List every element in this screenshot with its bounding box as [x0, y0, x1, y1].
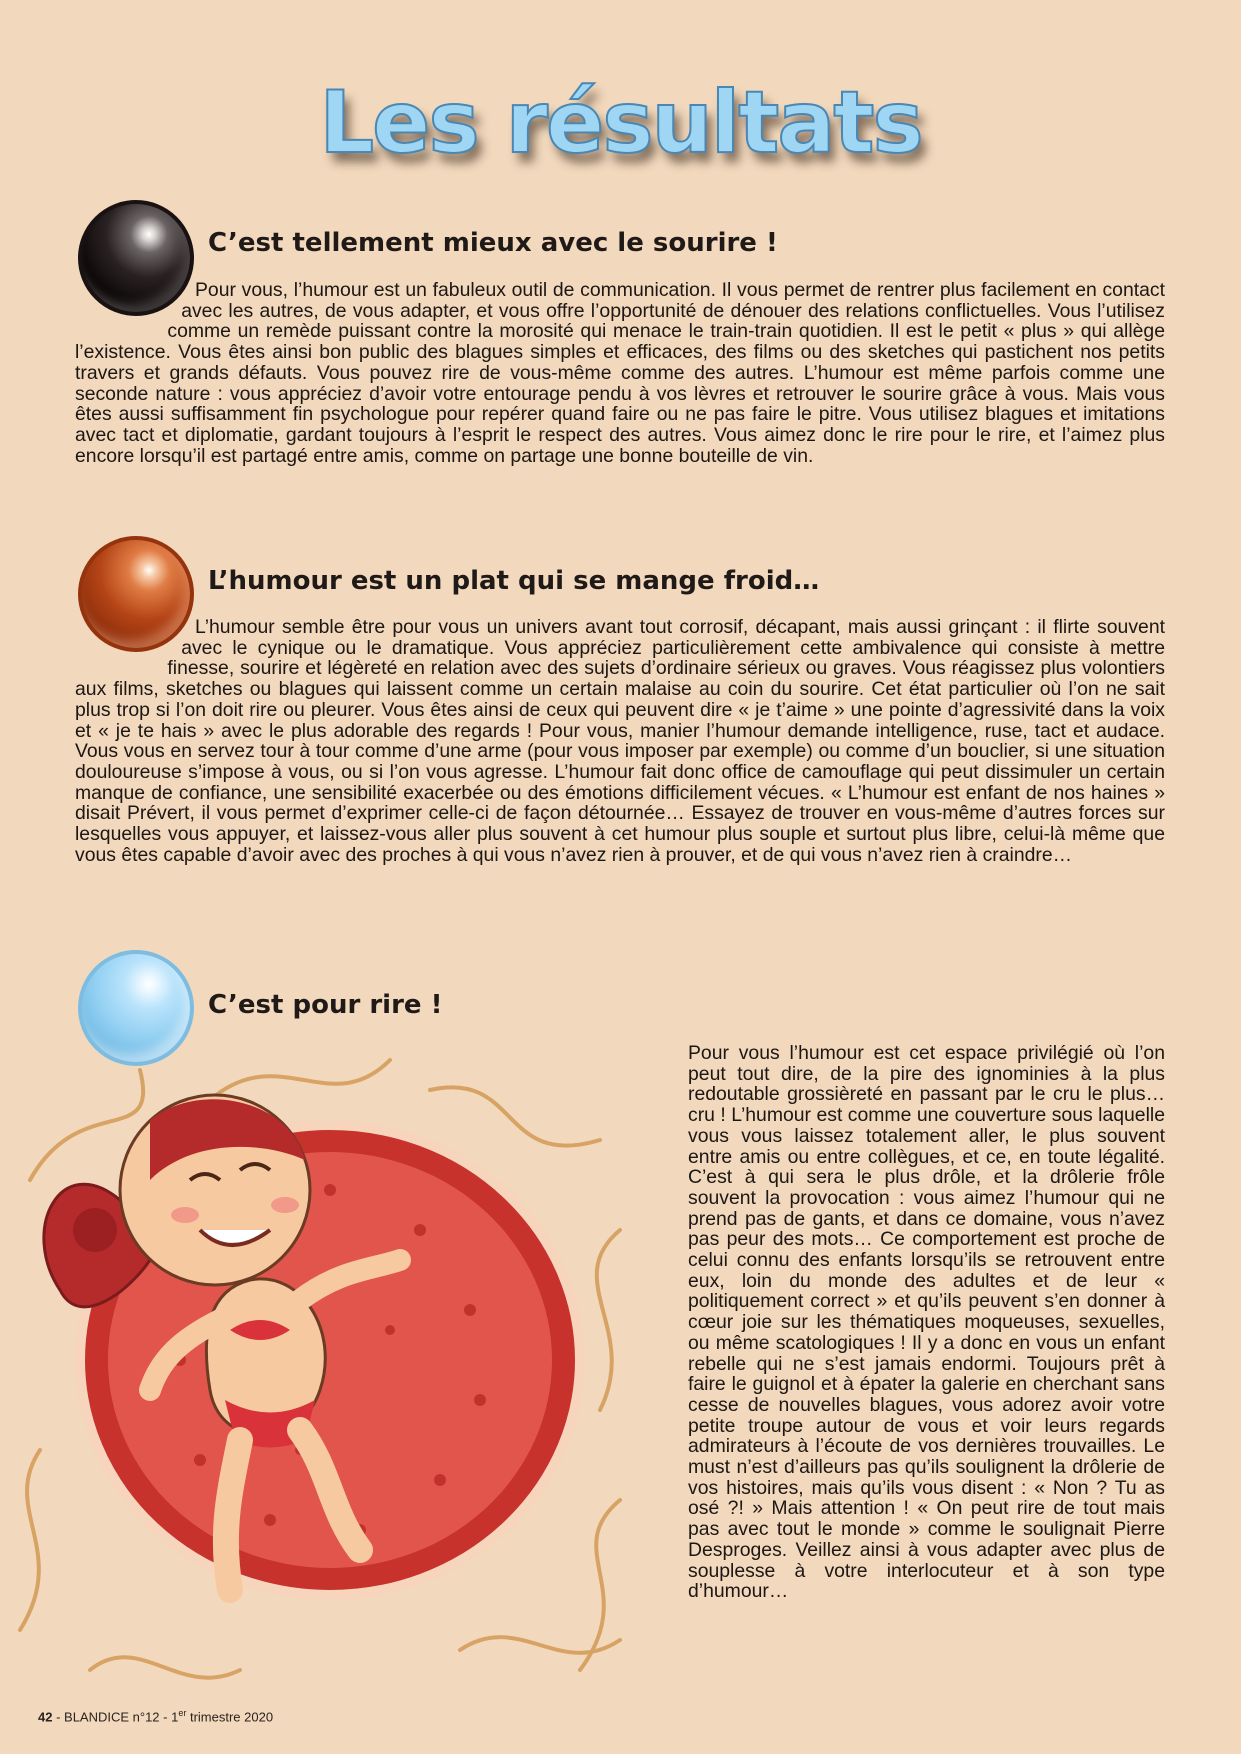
section-1-heading: C’est tellement mieux avec le sourire ! [208, 228, 778, 258]
page-number: 42 [38, 1709, 53, 1725]
footer-ordinal: er [178, 1708, 187, 1718]
girl-on-cushion-illustration [0, 1030, 680, 1710]
section-2-text: L’humour semble être pour vous un univers avant tout corrosif, décapant, mais aussi grinçant : il flirte souvent avec le cynique ou le dramatique. Vous appréciez particulièrement cette ambivalence qui consiste à mettre finesse, sourire et légèreté en relation avec des sujets d’ordinaire sérieux ou graves. Vous réagissez plus volontiers aux films, sketches ou blagues qui laissent comme un certain malaise au coin du sourire. Cet état particulier où l’on ne sait plus trop si l’on doit rire ou pleurer. Vous êtes ainsi de ceux qui peuvent dire « je t’aime » une pointe d’agressivité dans la voix et « je te hais » avec le plus adorable des regards ! Pour vous, manier l’humour demande intelligence, ruse, tact et audace. Vous vous en servez tour à tour comme d’une arme (pour vous imposer par exemple) ou comme d’un bouclier, si une situation douloureuse s’impose à vous, ou si l’on vous agresse. L’humour fait donc office de camouflage qui peut dissimuler un certain manque de confiance, une sensibilité exacerbée ou des émotions difficilement vécues. « L’humour est enfant de nos haines » disait Prévert, il vous permet d’exprimer celle-ci de façon détournée… Essayez de trouver en vous-même d’autres forces sur lesquelles vous appuyer, et laissez-vous aller plus souvent à cet humour plus souple et surtout plus libre, celui-là même que vous êtes capable d’avoir avec des proches à qui vous n’avez rien à prouver, et de qui vous n’avez rien à craindre… [75, 616, 1165, 866]
footer-text-before: - BLANDICE n°12 - 1 [52, 1709, 179, 1725]
section-3-heading: C’est pour rire ! [208, 990, 443, 1020]
section-1-text: Pour vous, l’humour est un fabuleux outil de communication. Il vous permet de rentrer plus facilement en contact avec les autres, de vous adapter, et vous offre l’opportunité de dénouer des relations conflictuelles. Vous l’utilisez comme un remède puissant contre la morosité qui menace le train-train quotidien. Il est le petit « plus » qui allège l’existence. Vous êtes ainsi bon public des blagues simples et efficaces, des films ou des sketches qui pastichent nos petits travers et grands défauts. Vous pouvez rire de vous-même comme des autres. L’humour est même parfois comme une seconde nature : vous appréciez d’avoir votre entourage pendu à vos lèvres et retrouver le sourire grâce à vous. Mais vous êtes aussi suffisamment fin psychologue pour repérer quand faire ou ne pas faire le pitre. Vous utilisez blagues et imitations avec tact et diplomatie, gardant toujours à l’esprit le respect des autres. Vous aimez donc le rire pour le rire, et l’aimez plus encore lorsqu’il est partagé entre amis, comme on partage une bonne bouteille de vin. [75, 279, 1165, 467]
page-title: Les résultats [319, 73, 922, 173]
section-2-heading: L’humour est un plat qui se mange froid… [208, 566, 820, 596]
page-footer [38, 1708, 273, 1724]
footer-text-after: trimestre 2020 [186, 1709, 274, 1725]
section-3-text: Pour vous l’humour est cet espace privilégié où l’on peut tout dire, de la pire des ignominies à la plus redoutable grossièreté en passant par le cru le plus… cru ! L’humour est comme une couverture sous laquelle vous vous laissez totalement aller, le plus souvent entre amis ou entre collègues, et ce, en toute légalité. C’est à qui sera le plus drôle, et la drôlerie frôle souvent la provocation : vous aimez l’humour qui ne prend pas de gants, et dans ce domaine, vous n’avez pas peur des mots… Ce comportement est proche de celui connu des enfants lorsqu’ils se retrouvent entre eux, loin du monde des adultes et de leur « politiquement correct » et qu’ils peuvent s’en donner à cœur joie sur les thématiques moqueuses, sexuelles, ou même scatologiques ! Il y a donc en vous un enfant rebelle qui ne s’est jamais endormi. Toujours prêt à faire le guignol et à épater la galerie en cherchant sans cesse de nouvelles blagues, vous adorez avoir votre petite troupe autour de vous et voir leurs regards admirateurs à l’écoute de vos dernières trouvailles. Le must n’est d’ailleurs pas qu’ils soulignent la drôlerie de vos histoires, mais qu’ils vous disent : « Non ? Tu as osé ?! » Mais attention ! « On peut rire de tout mais pas avec tout le monde » comme le soulignait Pierre Desproges. Veillez ainsi à vous adapter avec plus de souplesse à votre interlocuteur et à son type d’humour… [688, 1042, 1165, 1603]
